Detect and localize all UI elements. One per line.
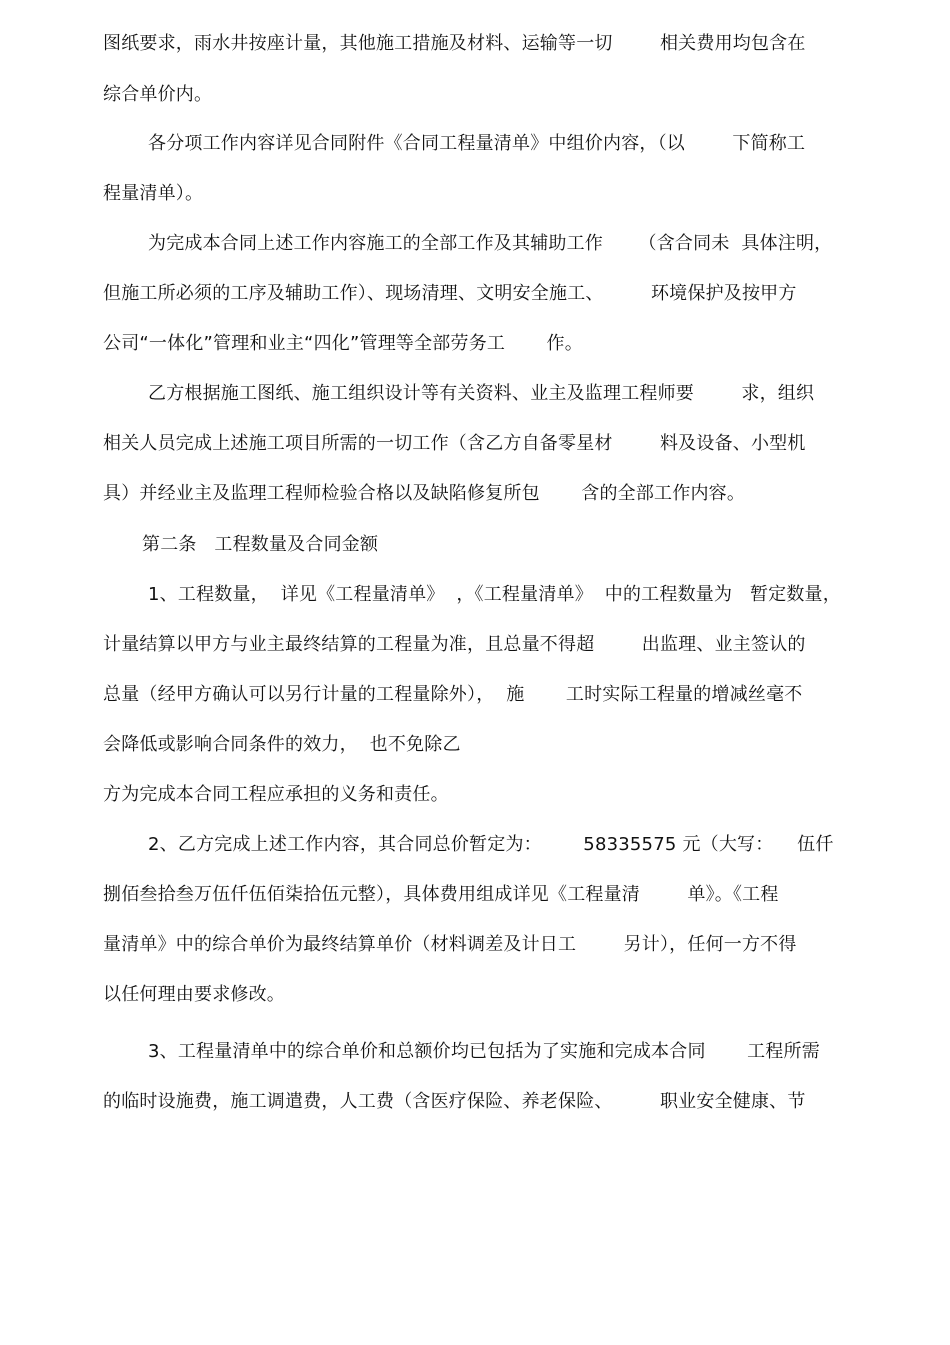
- text-line: 量清单》中的综合单价为最终结算单价（材料调差及计日工 另计），任何一方不得: [103, 934, 797, 955]
- section-heading: 第二条 工程数量及合同金额: [142, 534, 379, 555]
- text-line: 捌佰叁拾叁万伍仟伍佰柒拾伍元整），具体费用组成详见《工程量清 单》。《工程: [103, 884, 779, 905]
- text-line: 程量清单）。: [103, 183, 204, 204]
- text-line: 各分项工作内容详见合同附件《合同工程量清单》中组价内容，（以 下简称工: [148, 133, 806, 154]
- text-line: 会降低或影响合同条件的效力， 也不免除乙: [103, 734, 461, 755]
- text-line: 综合单价内。: [103, 84, 213, 105]
- text-line: 以任何理由要求修改。: [103, 984, 285, 1005]
- text-line: 总量（经甲方确认可以另行计量的工程量除外）， 施 工时实际工程量的增减丝毫不: [103, 684, 803, 705]
- text-line: 为完成本合同上述工作内容施工的全部工作及其辅助工作 （含合同未 具体注明，: [148, 233, 833, 254]
- text-line: 但施工所必须的工序及辅助工作）、现场清理、文明安全施工、 环境保护及按甲方: [103, 283, 797, 304]
- text-line: 1、工程数量， 详见《工程量清单》 ，《工程量清单》 中的工程数量为 暂定数量，: [148, 584, 841, 605]
- text-line: 方为完成本合同工程应承担的义务和责任。: [103, 784, 449, 805]
- text-line: 3、工程量清单中的综合单价和总额价均已包括为了实施和完成本合同 工程所需: [148, 1041, 820, 1062]
- text-line: 图纸要求，雨水井按座计量，其他施工措施及材料、运输等一切 相关费用均包含在: [103, 33, 806, 54]
- text-line: 公司“一体化”管理和业主“四化”管理等全部劳务工 作。: [103, 333, 583, 354]
- text-line: 乙方根据施工图纸、施工组织设计等有关资料、业主及监理工程师要 求，组织: [148, 383, 815, 404]
- text-line: 2、乙方完成上述工作内容，其合同总价暂定为： 58335575 元（大写： 伍仟: [148, 834, 834, 855]
- text-line: 相关人员完成上述施工项目所需的一切工作（含乙方自备零星材 料及设备、小型机: [103, 433, 806, 454]
- text-line: 的临时设施费，施工调遣费，人工费（含医疗保险、养老保险、 职业安全健康、节: [103, 1091, 806, 1112]
- text-line: 具）并经业主及监理工程师检验合格以及缺陷修复所包 含的全部工作内容。: [103, 483, 746, 504]
- text-line: 计量结算以甲方与业主最终结算的工程量为准，且总量不得超 出监理、业主签认的: [103, 634, 806, 655]
